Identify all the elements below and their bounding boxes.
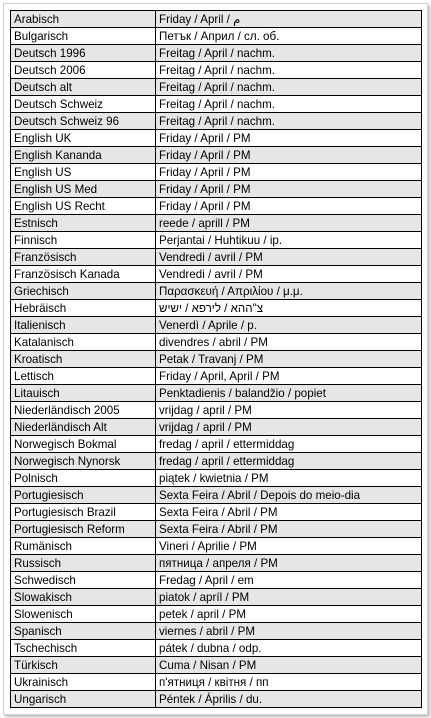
value-cell: vrijdag / april / PM xyxy=(156,419,422,436)
language-cell: Finnisch xyxy=(11,232,156,249)
language-cell: Rumänisch xyxy=(11,538,156,555)
table-row xyxy=(11,589,422,606)
table-row xyxy=(11,453,422,470)
value-cell: fredag / april / ettermiddag xyxy=(156,436,422,453)
language-cell: Lettisch xyxy=(11,368,156,385)
language-cell: Arabisch xyxy=(11,11,156,28)
language-cell: Katalanisch xyxy=(11,334,156,351)
value-cell: Freitag / April / nachm. xyxy=(156,96,422,113)
table-row xyxy=(11,436,422,453)
table-row xyxy=(11,215,422,232)
value-cell: viernes / abril / PM xyxy=(156,623,422,640)
language-cell: Bulgarisch xyxy=(11,28,156,45)
table-row xyxy=(11,572,422,589)
table-row xyxy=(11,674,422,691)
language-cell: Russisch xyxy=(11,555,156,572)
table-row xyxy=(11,266,422,283)
table-row xyxy=(11,419,422,436)
value-cell: Friday / April / م xyxy=(156,11,422,28)
value-cell: צ"ההא / לירפא / ישיש xyxy=(156,300,422,317)
value-cell: Freitag / April / nachm. xyxy=(156,62,422,79)
value-cell: petek / april / PM xyxy=(156,606,422,623)
language-cell: Slowenisch xyxy=(11,606,156,623)
language-cell: Griechisch xyxy=(11,283,156,300)
language-cell: Deutsch Schweiz xyxy=(11,96,156,113)
language-cell: Norwegisch Nynorsk xyxy=(11,453,156,470)
value-cell: divendres / abril / PM xyxy=(156,334,422,351)
table-row xyxy=(11,402,422,419)
value-cell: Sexta Feira / Abril / PM xyxy=(156,521,422,538)
value-cell: piątek / kwietnia / PM xyxy=(156,470,422,487)
locale-table xyxy=(10,10,422,708)
language-cell: Portugiesisch Reform xyxy=(11,521,156,538)
table-row xyxy=(11,334,422,351)
table-row xyxy=(11,198,422,215)
language-cell: Deutsch 2006 xyxy=(11,62,156,79)
language-cell: Kroatisch xyxy=(11,351,156,368)
language-cell: Portugiesisch Brazil xyxy=(11,504,156,521)
value-cell: Friday / April / PM xyxy=(156,147,422,164)
value-cell: Cuma / Nisan / PM xyxy=(156,657,422,674)
value-cell: Friday / April, April / PM xyxy=(156,368,422,385)
language-cell: Portugiesisch xyxy=(11,487,156,504)
table-row xyxy=(11,11,422,28)
value-cell: Vendredi / avril / PM xyxy=(156,266,422,283)
language-cell: Deutsch Schweiz 96 xyxy=(11,113,156,130)
value-cell: fredag / april / ettermiddag xyxy=(156,453,422,470)
value-cell: Vendredi / avril / PM xyxy=(156,249,422,266)
value-cell: Friday / April / PM xyxy=(156,181,422,198)
language-cell: Polnisch xyxy=(11,470,156,487)
language-cell: Tschechisch xyxy=(11,640,156,657)
language-cell: Hebräisch xyxy=(11,300,156,317)
value-cell: Παρασκευή / Απριλίου / μ.μ. xyxy=(156,283,422,300)
language-cell: Türkisch xyxy=(11,657,156,674)
language-cell: Ungarisch xyxy=(11,691,156,708)
value-cell: Петък / Април / сл. об. xyxy=(156,28,422,45)
table-row xyxy=(11,300,422,317)
table-row xyxy=(11,368,422,385)
table-row xyxy=(11,351,422,368)
language-cell: Niederländisch 2005 xyxy=(11,402,156,419)
language-cell: English UK xyxy=(11,130,156,147)
value-cell: vrijdag / april / PM xyxy=(156,402,422,419)
table-row xyxy=(11,606,422,623)
table-row xyxy=(11,96,422,113)
language-cell: Deutsch alt xyxy=(11,79,156,96)
value-cell: Perjantai / Huhtikuu / ip. xyxy=(156,232,422,249)
value-cell: Friday / April / PM xyxy=(156,130,422,147)
table-row xyxy=(11,181,422,198)
language-cell: Ukrainisch xyxy=(11,674,156,691)
table-row xyxy=(11,640,422,657)
language-cell: English US Recht xyxy=(11,198,156,215)
language-cell: Schwedisch xyxy=(11,572,156,589)
table-row xyxy=(11,79,422,96)
table-row xyxy=(11,232,422,249)
table-row xyxy=(11,385,422,402)
value-cell: Sexta Feira / Abril / Depois do meio-dia xyxy=(156,487,422,504)
value-cell: Freitag / April / nachm. xyxy=(156,45,422,62)
language-cell: Spanisch xyxy=(11,623,156,640)
language-cell: English US xyxy=(11,164,156,181)
value-cell: Petak / Travanj / PM xyxy=(156,351,422,368)
value-cell: Vineri / Aprilie / PM xyxy=(156,538,422,555)
language-cell: Slowakisch xyxy=(11,589,156,606)
language-cell: Estnisch xyxy=(11,215,156,232)
value-cell: Fredag / April / em xyxy=(156,572,422,589)
table-row xyxy=(11,113,422,130)
table-row xyxy=(11,62,422,79)
value-cell: Sexta Feira / Abril / PM xyxy=(156,504,422,521)
language-cell: Französisch xyxy=(11,249,156,266)
table-row xyxy=(11,28,422,45)
value-cell: Friday / April / PM xyxy=(156,198,422,215)
value-cell: Freitag / April / nachm. xyxy=(156,113,422,130)
language-cell: Niederländisch Alt xyxy=(11,419,156,436)
language-cell: Französisch Kanada xyxy=(11,266,156,283)
value-cell: Péntek / Április / du. xyxy=(156,691,422,708)
value-cell: piatok / apríl / PM xyxy=(156,589,422,606)
table-row xyxy=(11,249,422,266)
table-row xyxy=(11,657,422,674)
language-cell: Norwegisch Bokmal xyxy=(11,436,156,453)
table-row xyxy=(11,164,422,181)
table-row xyxy=(11,45,422,62)
table-row xyxy=(11,504,422,521)
table-body xyxy=(11,11,422,708)
table-row xyxy=(11,130,422,147)
table-row xyxy=(11,147,422,164)
value-cell: reede / aprill / PM xyxy=(156,215,422,232)
table-row xyxy=(11,623,422,640)
table-frame xyxy=(3,3,428,715)
value-cell: Friday / April / PM xyxy=(156,164,422,181)
table-row xyxy=(11,691,422,708)
table-row xyxy=(11,538,422,555)
table-row xyxy=(11,283,422,300)
table-row xyxy=(11,555,422,572)
value-cell: pátek / dubna / odp. xyxy=(156,640,422,657)
value-cell: п'ятниця / квітня / пп xyxy=(156,674,422,691)
language-cell: Litauisch xyxy=(11,385,156,402)
value-cell: Penktadienis / balandžio / popiet xyxy=(156,385,422,402)
value-cell: Freitag / April / nachm. xyxy=(156,79,422,96)
table-row xyxy=(11,317,422,334)
language-cell: English Kananda xyxy=(11,147,156,164)
value-cell: Venerdì / Aprile / p. xyxy=(156,317,422,334)
language-cell: English US Med xyxy=(11,181,156,198)
language-cell: Deutsch 1996 xyxy=(11,45,156,62)
table-row xyxy=(11,470,422,487)
table-row xyxy=(11,487,422,504)
language-cell: Italienisch xyxy=(11,317,156,334)
value-cell: пятница / апреля / PM xyxy=(156,555,422,572)
table-row xyxy=(11,521,422,538)
